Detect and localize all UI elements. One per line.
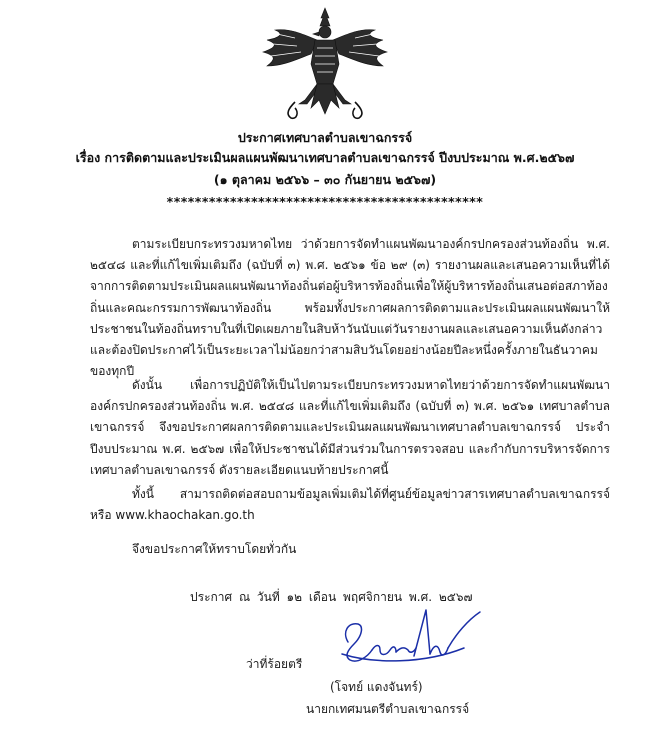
handwritten-signature-icon	[334, 604, 484, 674]
heading-divider: *********************************************	[166, 194, 484, 209]
body-paragraph-2: ดังนั้น เพื่อการปฏิบัติให้เป็นไปตามระเบียบกระทรวงมหาดไทยว่าด้วยการจัดทำแผนพัฒนาองค์กรปกครองส่วนท้องถิ่น พ.ศ. ๒๕๔๘ และที่แก้ไขเพิ่มเติมถึง (ฉบับที่ ๓) พ.ศ. ๒๕๖๑ เทศบาลตำบลเขาฉกรรจ์ จึงขอประกาศผลการติดตามและประเมินผลแผนพัฒนาเทศบาลตำบลเขาฉกรรจ์ ประจำปีงบประมาณ พ.ศ. ๒๕๖๗ เพื่อให้ประชาชนได้มีส่วนร่วมในการตรวจสอบ และกำกับการบริหารจัดการเทศบาลตำบลเขาฉกรรจ์ ดังรายละเอียดแนบท้ายประกาศนี้	[90, 378, 610, 477]
announcement-period: (๑ ตุลาคม ๒๕๖๖ – ๓๐ กันยายน ๒๕๖๗)	[213, 172, 437, 187]
signer-position: นายกเทศมนตรีตำบลเขาฉกรรจ์	[306, 702, 470, 716]
closing-statement: จึงขอประกาศให้ทราบโดยทั่วกัน	[132, 542, 297, 556]
signer-rank: ว่าที่ร้อยตรี	[246, 657, 303, 671]
signer-name: (โจทย์ แดงจันทร์)	[330, 680, 423, 694]
announcement-title: ประกาศเทศบาลตำบลเขาฉกรรจ์	[237, 130, 413, 145]
garuda-emblem-icon	[255, 4, 395, 124]
announcement-date: ประกาศ ณ วันที่ ๑๒ เดือน พฤศจิกายน พ.ศ. ๒๕๖๗	[190, 590, 473, 604]
body-paragraph-3: ทั้งนี้ สามารถติดต่อสอบถามข้อมูลเพิ่มเติมได้ที่ศูนย์ข้อมูลข่าวสารเทศบาลตำบลเขาฉกรรจ์ หรือ www.khaochakan.go.th	[90, 487, 610, 523]
body-paragraph-1: ตามระเบียบกระทรวงมหาดไทย ว่าด้วยการจัดทำแผนพัฒนาองค์กรปกครองส่วนท้องถิ่น พ.ศ. ๒๕๔๘ และที่แก้ไขเพิ่มเติมถึง (ฉบับที่ ๓) พ.ศ. ๒๕๖๑ ข้อ ๒๙ (๓) รายงานผลและเสนอความเห็นที่ได้จากการติดตามประเมินผลแผนพัฒนาท้องถิ่นต่อผู้บริหารท้องถิ่นเพื่อให้ผู้บริหารท้องถิ่นเสนอต่อสภาท้องถิ่นและคณะกรรมการพัฒนาท้องถิ่น พร้อมทั้งประกาศผลการติดตามและประเมินผลแผนพัฒนาให้ประชาชนในท้องถิ่นทราบในที่เปิดเผยภายในสิบห้าวันนับแต่วันรายงานผลและเสนอความเห็นดังกล่าว และต้องปิดประกาศไว้เป็นระยะเวลาไม่น้อยกว่าสามสิบวันโดยอย่างน้อยปีละหนึ่งครั้งภายในธันวาคมของทุกปี	[90, 237, 610, 379]
announcement-subject: เรื่อง การติดตามและประเมินผลแผนพัฒนาเทศบาลตำบลเขาฉกรรจ์ ปีงบประมาณ พ.ศ.๒๕๖๗	[75, 150, 575, 165]
